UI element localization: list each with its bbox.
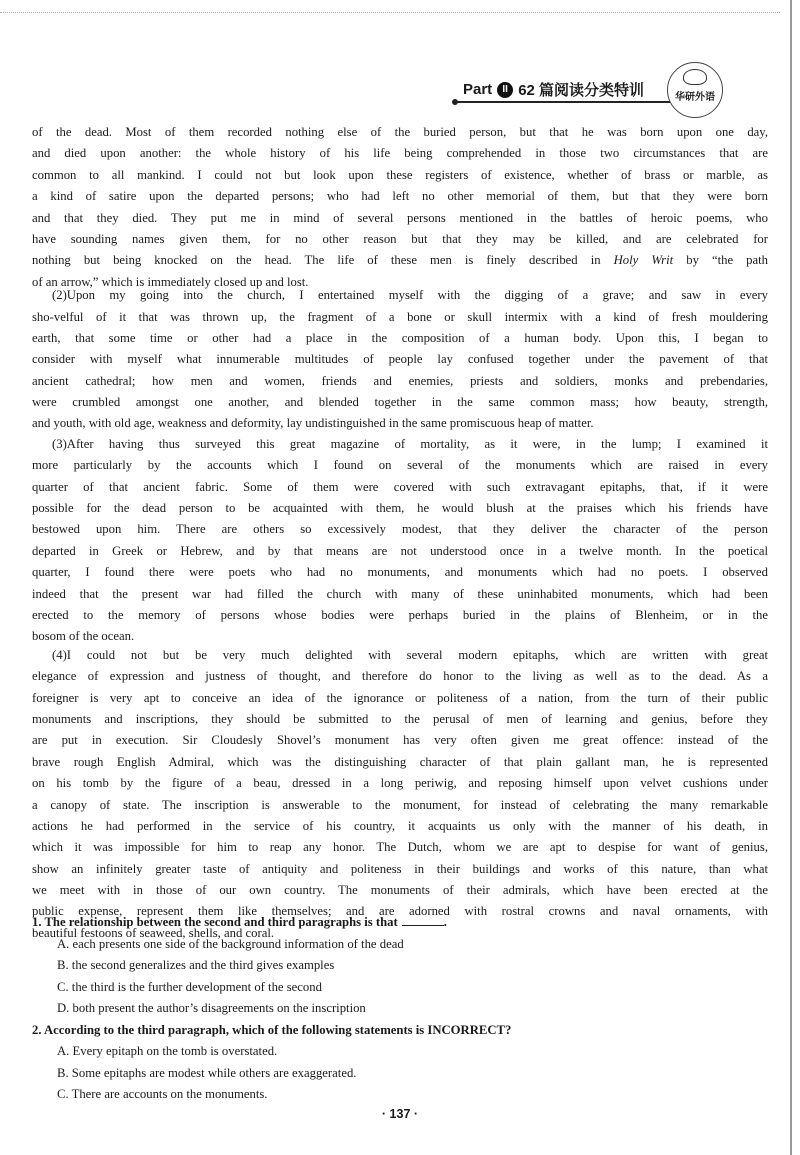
paragraph bbox=[32, 285, 768, 435]
text-line bbox=[32, 605, 768, 626]
question-suffix: . bbox=[443, 915, 447, 929]
text-line bbox=[32, 413, 768, 434]
text-line bbox=[32, 498, 768, 519]
text-line bbox=[32, 730, 768, 751]
header-section-title: 62 篇阅读分类特训 bbox=[518, 82, 645, 99]
question-text: 1. The relationship between the second and third paragraphs is that bbox=[32, 915, 398, 929]
line-text: foreigner is very apt to conceive an idea of the ignorance or politeness of a nation, from the turn of their public bbox=[32, 690, 768, 705]
line-text: are put in execution. Sir Cloudesly Shovel’s monument has very often given me great offence: instead of the bbox=[32, 733, 768, 748]
paragraph bbox=[32, 122, 768, 293]
line-segment: by “the path bbox=[673, 253, 768, 268]
paragraph bbox=[32, 434, 768, 648]
line-text: common to all mankind. I could not but look upon these registers of existence, whether of brass or marble, as bbox=[32, 167, 768, 182]
text-line bbox=[32, 837, 768, 858]
text-line bbox=[32, 709, 768, 730]
line-text: and died upon another: the whole history of his life being comprehended in those two circumstances that are bbox=[32, 146, 768, 161]
text-line bbox=[32, 880, 768, 901]
line-text: and youth, with old age, weakness and deformity, lay undistinguished in the same promiscuous heap of matter. bbox=[32, 416, 594, 431]
text-line bbox=[32, 349, 768, 370]
line-text: which it was impossible for him to reap any honor. The Dutch, whom we are apt to despise for want of genius, bbox=[32, 840, 768, 855]
scan-top-border bbox=[0, 12, 780, 13]
line-text: erected to the memory of persons whose bodies were perhaps buried in the plains of Blenheim, or in the bbox=[32, 607, 768, 622]
text-line bbox=[32, 541, 768, 562]
text-line bbox=[32, 392, 768, 413]
text-line bbox=[32, 519, 768, 540]
text-line bbox=[32, 455, 768, 476]
line-text: departed in Greek or Hebrew, and by that means are not understood once in a twelve month. In the poetical bbox=[32, 543, 768, 558]
text-line bbox=[32, 584, 768, 605]
text-line bbox=[32, 285, 768, 306]
text-line bbox=[32, 307, 768, 328]
line-text: bestowed upon him. There are others so excessively modest, that they deliver the character of the person bbox=[32, 522, 768, 537]
line-text: (3)After having thus surveyed this great magazine of mortality, as it were, in the lump; I examined it bbox=[52, 436, 768, 451]
line-text: quarter of that ancient fabric. Some of them were covered with such extravagant epitaphs, that, if it were bbox=[32, 479, 768, 494]
line-text: have sounding names given them, for no other reason but that they may be killed, and are celebrated for bbox=[32, 231, 768, 246]
text-line bbox=[32, 229, 768, 250]
line-text: (4)I could not but be very much delighted with several modern epitaphs, which are written with great bbox=[52, 647, 768, 662]
header-part-label: Part bbox=[463, 81, 493, 98]
text-line bbox=[32, 328, 768, 349]
line-text: (2)Upon my going into the church, I entertained myself with the digging of a grave; and saw in every bbox=[52, 288, 768, 303]
answer-option: D. both present the author’s disagreements on the inscription bbox=[57, 1001, 366, 1015]
line-text: sho-velful of it that was thrown up, the fragment of a bone or skull intermix with a kind of fresh mouldering bbox=[32, 309, 768, 324]
text-line bbox=[32, 645, 768, 666]
line-text: elegance of expression and justness of thought, and therefore do honor to the living as well as to the dead. As a bbox=[32, 669, 768, 684]
text-line bbox=[32, 562, 768, 583]
text-line bbox=[32, 795, 768, 816]
text-line bbox=[32, 208, 768, 229]
line-text: beautiful festoons of seaweed, shells, and coral. bbox=[32, 925, 275, 940]
line-text: possible for the dead person to be acquainted with them, he would blush at the praises which his friends have bbox=[32, 501, 768, 516]
answer-option: A. Every epitaph on the tomb is overstated. bbox=[57, 1044, 278, 1058]
line-segment: nothing but being knocked on the head. The life of these men is finely described in bbox=[32, 253, 614, 268]
text-line bbox=[32, 143, 768, 164]
answer-option: C. the third is the further development of the second bbox=[57, 979, 322, 994]
logo-text: 华研外语 bbox=[675, 92, 715, 103]
page-header bbox=[455, 74, 725, 124]
line-text: public expense, represent them like themselves; and are adorned with rostral crowns and naval ornaments, with bbox=[32, 904, 768, 919]
header-title bbox=[463, 79, 644, 100]
answer-option: B. Some epitaphs are modest while others are exaggerated. bbox=[57, 1065, 357, 1080]
text-line bbox=[32, 122, 768, 143]
logo-mascot-icon bbox=[683, 69, 707, 85]
question-stem bbox=[32, 912, 447, 934]
line-text: we meet with in those of our own country. The monuments of their admirals, which have been erected at the bbox=[32, 883, 768, 898]
text-line bbox=[32, 165, 768, 186]
line-text: brave rough English Admiral, which was the distinguishing character of that plain gallant man, he is represented bbox=[32, 754, 768, 769]
line-text: and that they died. They put me in mind of several persons mentioned in the battles of heroic poems, who bbox=[32, 210, 768, 225]
text-line bbox=[32, 816, 768, 837]
text-line bbox=[32, 186, 768, 207]
line-text: quarter, I found there were poets who had no monuments, and monuments which had no poets. I observed bbox=[32, 565, 768, 580]
text-line bbox=[32, 371, 768, 392]
line-text: monuments and inscriptions, they should be submitted to the perusal of men of learning and genius, before they bbox=[32, 711, 768, 726]
line-text: more particularly by the accounts which I found on several of the monuments which are raised in every bbox=[32, 458, 768, 473]
line-text: bosom of the ocean. bbox=[32, 629, 135, 644]
answer-blank bbox=[402, 913, 444, 926]
passage bbox=[32, 122, 768, 944]
line-text: on his tomb by the figure of a beau, dressed in a long periwig, and reposing himself upon velvet cushions under bbox=[32, 776, 768, 791]
line-text: indeed that the present war had filled the church with many of these uninhabited monuments, which had been bbox=[32, 586, 768, 601]
part-number-badge: II bbox=[497, 82, 513, 98]
text-line bbox=[32, 250, 768, 271]
line-text: of the dead. Most of them recorded nothing else of the buried person, but that he was born upon one day, bbox=[32, 125, 768, 139]
publisher-logo bbox=[667, 62, 723, 118]
line-text: earth, that some time or other had a place in the composition of a human body. Upon this, I began to bbox=[32, 330, 768, 345]
line-text: of an arrow,” which is immediately closed up and lost. bbox=[32, 274, 309, 289]
question-stem bbox=[32, 1020, 511, 1042]
line-text: actions he had performed in the service of his country, it acquaints us only with the manner of his death, in bbox=[32, 818, 768, 833]
answer-option: B. the second generalizes and the third gives examples bbox=[57, 958, 335, 972]
text-line bbox=[32, 434, 768, 455]
text-line bbox=[32, 752, 768, 773]
italic-title: Holy Writ bbox=[613, 253, 674, 268]
line-text bbox=[32, 250, 768, 271]
line-text: a kind of satire upon the departed persons; who had left no other memorial of them, but that they were born bbox=[32, 189, 768, 204]
text-line bbox=[32, 773, 768, 794]
scan-right-edge bbox=[790, 0, 792, 1155]
text-line bbox=[32, 859, 768, 880]
page-number: · 137 · bbox=[381, 1107, 419, 1121]
header-rule bbox=[455, 101, 670, 103]
line-text: show an infinitely greater taste of antiquity and politeness in their buildings and works of this nature, than what bbox=[32, 861, 768, 876]
text-line bbox=[32, 688, 768, 709]
line-text: were crumbled amongst one another, and blended together in the same common mass; how beauty, strength, bbox=[32, 395, 768, 410]
answer-option: A. each presents one side of the background information of the dead bbox=[57, 936, 404, 951]
line-text: ancient cathedral; how men and women, friends and enemies, priests and soldiers, monks and prebendaries, bbox=[32, 373, 768, 388]
answer-option: C. There are accounts on the monuments. bbox=[57, 1087, 268, 1101]
text-line bbox=[32, 477, 768, 498]
paragraph bbox=[32, 645, 768, 944]
question-text: 2. According to the third paragraph, which of the following statements is INCORRECT? bbox=[32, 1022, 512, 1037]
line-text: a canopy of state. The inscription is answerable to the monument, for instead of celebrating the many remarkable bbox=[32, 797, 768, 812]
text-line bbox=[32, 666, 768, 687]
line-text: consider with myself what innumerable multitudes of people lay confused together under the pavement of that bbox=[32, 352, 768, 367]
